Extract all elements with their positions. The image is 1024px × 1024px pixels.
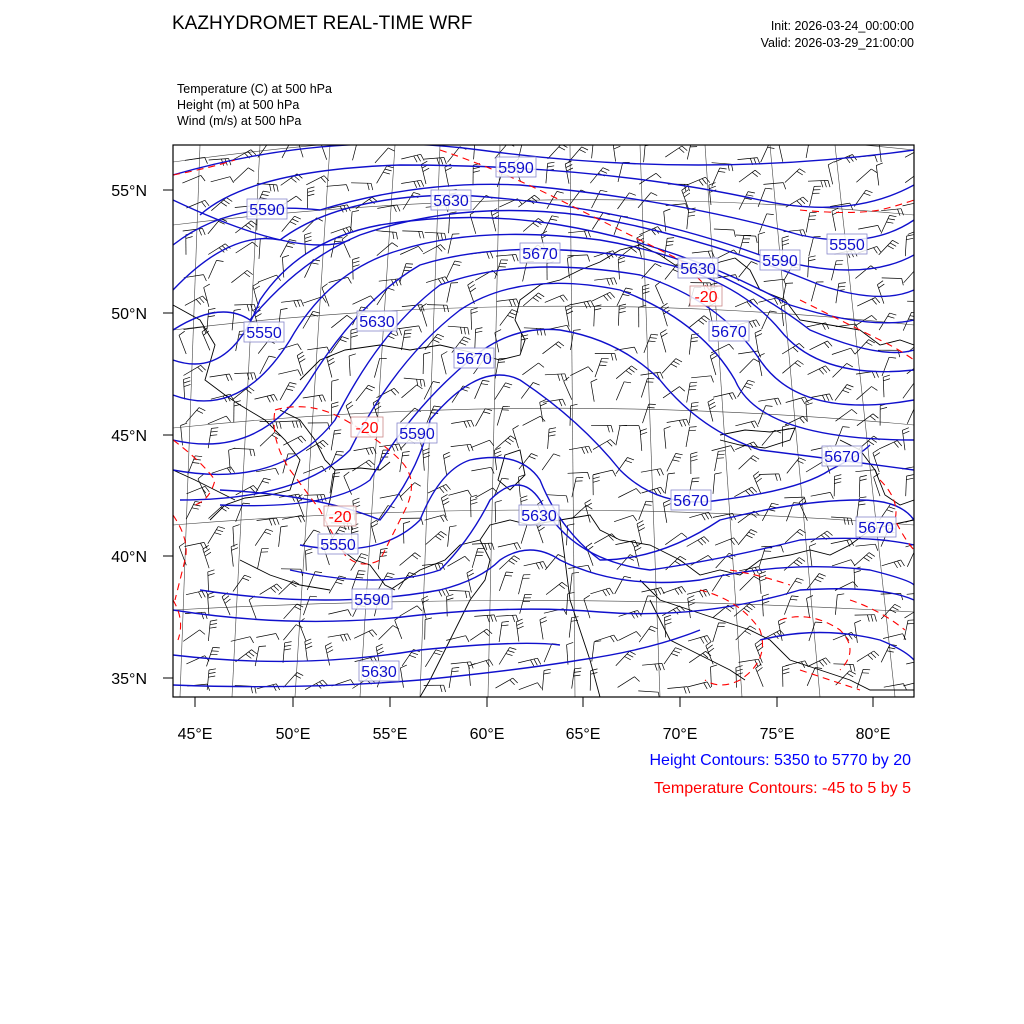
height-contour-label — [247, 199, 287, 219]
svg-text:5590: 5590 — [354, 592, 390, 609]
country-borders — [173, 245, 914, 697]
svg-text:5670: 5670 — [858, 520, 894, 537]
lat-label: 50°N — [111, 306, 147, 323]
height-contour-label — [496, 157, 536, 177]
lon-label: 70°E — [662, 726, 698, 743]
svg-text:5630: 5630 — [521, 508, 557, 525]
height-contour-label — [709, 321, 749, 341]
height-contour-label — [760, 250, 800, 270]
height-contour-label — [827, 234, 867, 254]
temperature-contour-label — [690, 286, 722, 306]
svg-text:5630: 5630 — [361, 664, 397, 681]
chart-title: KAZHYDROMET REAL-TIME WRF — [172, 13, 473, 34]
lon-label: 60°E — [469, 726, 505, 743]
height-contour-label — [519, 505, 559, 525]
temperature-contour-label — [351, 417, 383, 437]
svg-text:-20: -20 — [694, 289, 718, 306]
init-time: Init: 2026-03-24_00:00:00 — [770, 19, 914, 33]
svg-text:5590: 5590 — [249, 202, 285, 219]
lon-label: 50°E — [275, 726, 311, 743]
longitude-labels — [178, 726, 891, 743]
temperature-contours-caption: Temperature Contours: -45 to 5 by 5 — [653, 780, 911, 797]
svg-text:5630: 5630 — [680, 261, 716, 278]
svg-text:5670: 5670 — [522, 246, 558, 263]
height-contours — [173, 144, 914, 687]
height-contour-label — [856, 517, 896, 537]
lat-label: 40°N — [111, 549, 147, 566]
lon-label: 75°E — [759, 726, 795, 743]
height-contour-label — [397, 423, 437, 443]
field-height: Height (m) at 500 hPa — [177, 98, 300, 112]
height-contour-label — [357, 311, 397, 331]
svg-text:5630: 5630 — [433, 193, 469, 210]
svg-text:5550: 5550 — [320, 537, 356, 554]
lon-label: 80°E — [855, 726, 891, 743]
svg-text:5550: 5550 — [246, 325, 282, 342]
height-contour-label — [359, 661, 399, 681]
wind-barbs — [179, 135, 931, 700]
temperature-contour-label — [324, 506, 356, 526]
height-contour-label — [678, 258, 718, 278]
lon-label: 65°E — [565, 726, 601, 743]
field-wind: Wind (m/s) at 500 hPa — [177, 114, 302, 128]
height-contour-label — [520, 243, 560, 263]
height-contours-caption: Height Contours: 5350 to 5770 by 20 — [649, 752, 911, 769]
valid-time: Valid: 2026-03-29_21:00:00 — [760, 36, 914, 50]
svg-text:5630: 5630 — [359, 314, 395, 331]
height-contour-label — [822, 446, 862, 466]
height-contour-label — [352, 589, 392, 609]
svg-text:5590: 5590 — [498, 160, 534, 177]
height-contour-label — [244, 322, 284, 342]
lat-label: 35°N — [111, 671, 147, 688]
svg-text:5670: 5670 — [673, 493, 709, 510]
svg-text:5590: 5590 — [762, 253, 798, 270]
svg-text:-20: -20 — [355, 420, 379, 437]
svg-text:5670: 5670 — [456, 351, 492, 368]
height-contour-label — [454, 348, 494, 368]
svg-text:5550: 5550 — [829, 237, 865, 254]
lat-label: 55°N — [111, 183, 147, 200]
lat-label: 45°N — [111, 428, 147, 445]
height-contour-label — [431, 190, 471, 210]
latitude-labels — [111, 183, 147, 688]
lon-label: 45°E — [177, 726, 213, 743]
field-temperature: Temperature (C) at 500 hPa — [177, 82, 332, 96]
height-contour-label — [671, 490, 711, 510]
svg-text:5590: 5590 — [399, 426, 435, 443]
svg-text:5670: 5670 — [711, 324, 747, 341]
svg-text:5670: 5670 — [824, 449, 860, 466]
lon-label: 55°E — [372, 726, 408, 743]
svg-text:-20: -20 — [328, 509, 352, 526]
height-contour-label — [318, 534, 358, 554]
